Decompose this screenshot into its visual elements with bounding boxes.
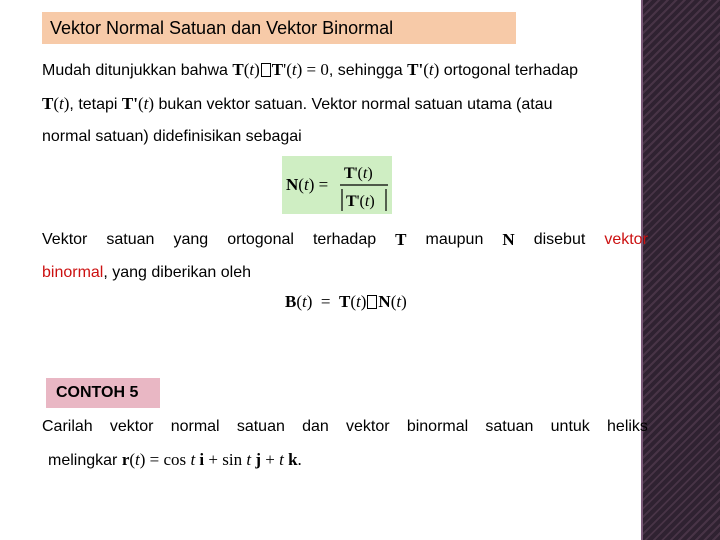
para1-line2: T(t), tetapi T'(t) bukan vektor satuan. Vektor normal satuan utama (atau bbox=[42, 94, 553, 113]
word: ortogonal bbox=[227, 231, 294, 248]
formula-numerator: T'(t) bbox=[344, 165, 373, 182]
word: satuan bbox=[106, 231, 155, 248]
para1-line2-text-c: bukan vektor satuan. Vektor normal satuan utama (atau bbox=[154, 96, 553, 113]
helix-equation: r(t) = cos t i + sin t j + t k. bbox=[121, 450, 302, 469]
highlight-binormal: binormal bbox=[42, 264, 104, 281]
word: maupun bbox=[425, 231, 484, 248]
para1-text-c: ortogonal terhadap bbox=[439, 62, 579, 79]
formula-graphic bbox=[282, 156, 392, 214]
word: vektor bbox=[109, 418, 154, 435]
math-T: T bbox=[395, 230, 407, 249]
slide-title: Vektor Normal Satuan dan Vektor Binormal bbox=[42, 12, 516, 44]
binormal-equation: B(t) = T(t) N(t) bbox=[285, 292, 407, 311]
word: Vektor bbox=[42, 231, 88, 248]
example-line1 bbox=[42, 417, 648, 437]
formula-lhs: N(t) = bbox=[286, 175, 329, 194]
word: yang bbox=[173, 231, 209, 248]
word: disebut bbox=[533, 231, 586, 248]
sidebar-pattern bbox=[641, 0, 720, 540]
word: vektor bbox=[346, 418, 390, 435]
word: binormal bbox=[406, 418, 469, 435]
para1-text-a: Mudah ditunjukkan bahwa bbox=[42, 62, 233, 79]
word: satuan bbox=[236, 418, 285, 435]
example-text: melingkar bbox=[48, 452, 122, 469]
word: normal bbox=[170, 418, 220, 435]
word: terhadap bbox=[312, 231, 377, 248]
formula-denominator: T'(t) bbox=[346, 193, 375, 210]
para1-text-b: , sehingga bbox=[328, 62, 408, 79]
word: dan bbox=[302, 418, 329, 435]
word: satuan bbox=[485, 418, 534, 435]
sidebar-edge bbox=[641, 0, 643, 540]
para2-line1 bbox=[42, 230, 648, 250]
highlight-word: vektor bbox=[604, 231, 648, 248]
word: untuk bbox=[550, 418, 590, 435]
example-line2 bbox=[48, 450, 302, 471]
math-N: N bbox=[502, 230, 515, 249]
para2-line2 bbox=[42, 263, 251, 283]
para1-line3: normal satuan) didefinisikan sebagai bbox=[42, 128, 302, 145]
unit-normal-formula bbox=[282, 156, 392, 214]
example-label: CONTOH 5 bbox=[46, 378, 160, 408]
cross-product-icon bbox=[367, 295, 377, 309]
decorative-sidebar bbox=[641, 0, 720, 540]
dot-product-icon bbox=[261, 63, 271, 77]
para1-line2-text-b: , tetapi bbox=[69, 96, 122, 113]
word: heliks bbox=[607, 418, 648, 435]
para1-line1: Mudah ditunjukkan bahwa T(t) T'(t) = 0, sehingga T'(t) ortogonal terhadap bbox=[42, 60, 579, 79]
para2-line2-rest: , yang diberikan oleh bbox=[103, 264, 252, 281]
word: Carilah bbox=[42, 418, 93, 435]
